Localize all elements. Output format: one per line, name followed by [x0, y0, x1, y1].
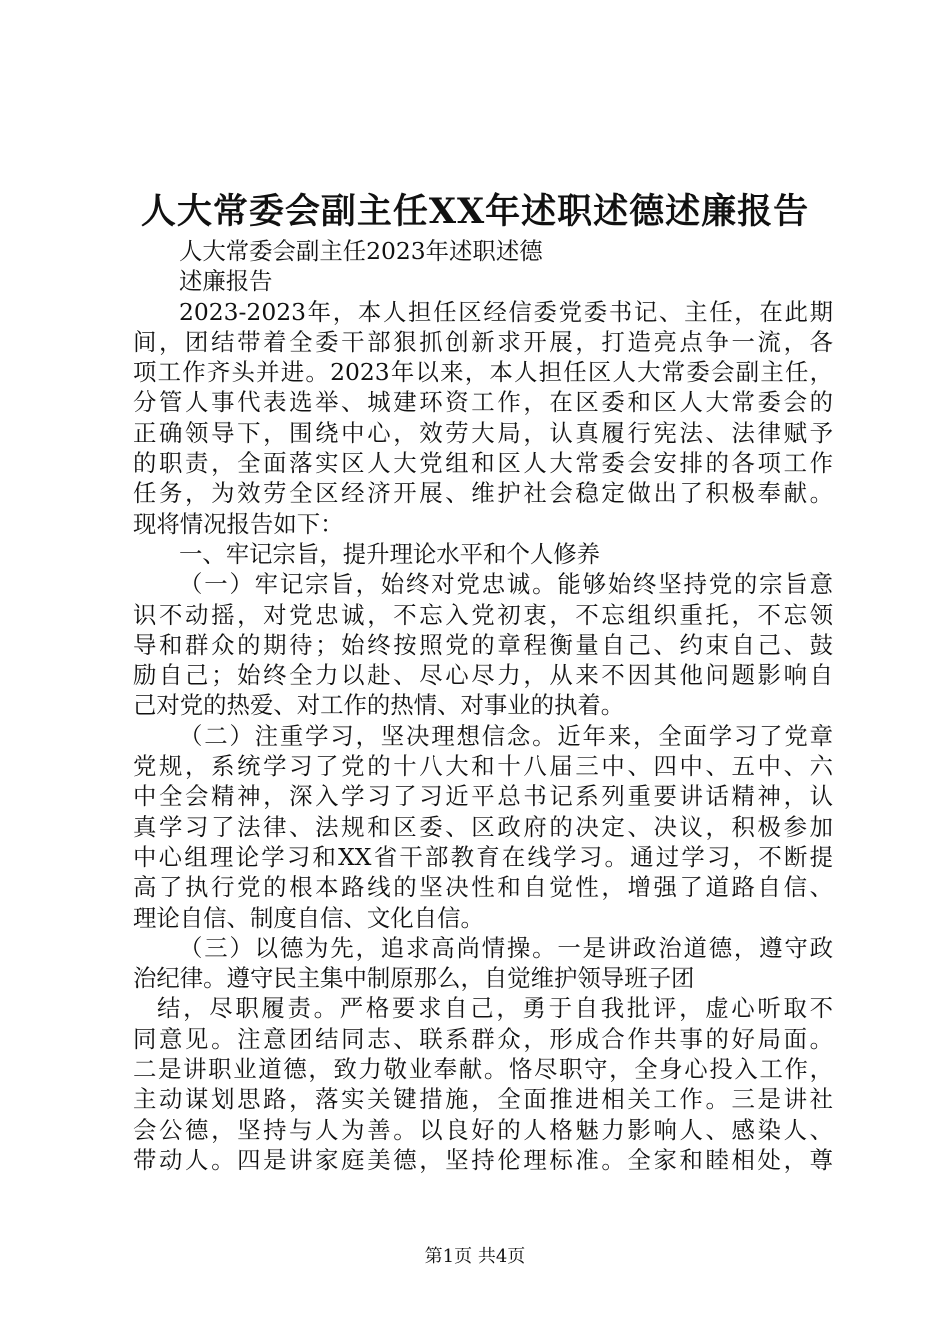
- paragraph-line: 的职责，全面落实区人大党组和区人大常委会安排的各项工作: [133, 449, 833, 478]
- paragraph-line: 人大常委会副主任2023年述职述德: [179, 237, 543, 265]
- paragraph-line: 分管人事代表选举、城建环资工作，在区委和区人大常委会的: [133, 388, 833, 417]
- paragraph-line: 2023-2023年，本人担任区经信委党委书记、主任，在此期: [179, 297, 833, 326]
- document-title: 人大常委会副主任XX年述职述德述廉报告: [140, 191, 810, 232]
- page-footer: 第1页 共4页: [424, 1246, 526, 1267]
- paragraph-line: 间，团结带着全委干部狠抓创新求开展，打造亮点争一流，各: [133, 327, 833, 356]
- paragraph-line: 真学习了法律、法规和区委、区政府的决定、决议，积极参加: [133, 812, 833, 841]
- paragraph-line: 带动人。四是讲家庭美德，坚持伦理标准。全家和睦相处，尊: [133, 1145, 833, 1174]
- paragraph-line: 党规，系统学习了党的十八大和十八届三中、四中、五中、六: [133, 752, 833, 781]
- paragraph-line: 己对党的热爱、对工作的热情、对事业的执着。: [133, 691, 625, 720]
- paragraph-line: 结，尽职履责。严格要求自己，勇于自我批评，虚心听取不: [157, 994, 833, 1023]
- paragraph-line: （一）牢记宗旨，始终对党忠诚。能够始终坚持党的宗旨意: [179, 570, 833, 599]
- paragraph-line: 同意见。注意团结同志、联系群众，形成合作共事的好局面。: [133, 1024, 833, 1053]
- paragraph-line: 项工作齐头并进。2023年以来，本人担任区人大常委会副主任，: [133, 358, 833, 387]
- paragraph-line: 会公德，坚持与人为善。以良好的人格魅力影响人、感染人、: [133, 1115, 833, 1144]
- paragraph-line: 高了执行党的根本路线的坚决性和自觉性，增强了道路自信、: [133, 873, 833, 902]
- paragraph-line: 二是讲职业道德，致力敬业奉献。恪尽职守，全身心投入工作，: [133, 1055, 833, 1084]
- paragraph-line: 中全会精神，深入学习了习近平总书记系列重要讲话精神，认: [133, 782, 833, 811]
- paragraph-line: 导和群众的期待；始终按照党的章程衡量自己、约束自己、鼓: [133, 630, 833, 659]
- paragraph-line: 主动谋划思路，落实关键措施，全面推进相关工作。三是讲社: [133, 1085, 833, 1114]
- paragraph-line: 励自己；始终全力以赴、尽心尽力，从来不因其他问题影响自: [133, 661, 833, 690]
- paragraph-line: 识不动摇，对党忠诚，不忘入党初衷，不忘组织重托，不忘领: [133, 600, 833, 629]
- paragraph-line: （三）以德为先，追求高尚情操。一是讲政治道德，遵守政: [179, 933, 833, 962]
- paragraph-line: 正确领导下，围绕中心，效劳大局，认真履行宪法、法律赋予: [133, 418, 833, 447]
- paragraph-line: 治纪律。遵守民主集中制原那么，自觉维护领导班子团: [133, 964, 695, 993]
- paragraph-line: （二）注重学习，坚决理想信念。近年来，全面学习了党章: [179, 721, 833, 750]
- paragraph-line: 理论自信、制度自信、文化自信。: [133, 903, 484, 932]
- paragraph-line: 述廉报告: [179, 267, 273, 296]
- paragraph-line: 中心组理论学习和XX省干部教育在线学习。通过学习，不断提: [133, 842, 833, 871]
- paragraph-line: 现将情况报告如下：: [133, 509, 344, 538]
- paragraph-line: 一、牢记宗旨，提升理论水平和个人修养: [179, 539, 601, 568]
- paragraph-line: 任务，为效劳全区经济开展、维护社会稳定做出了积极奉献。: [133, 479, 833, 508]
- document-body: [133, 236, 833, 1175]
